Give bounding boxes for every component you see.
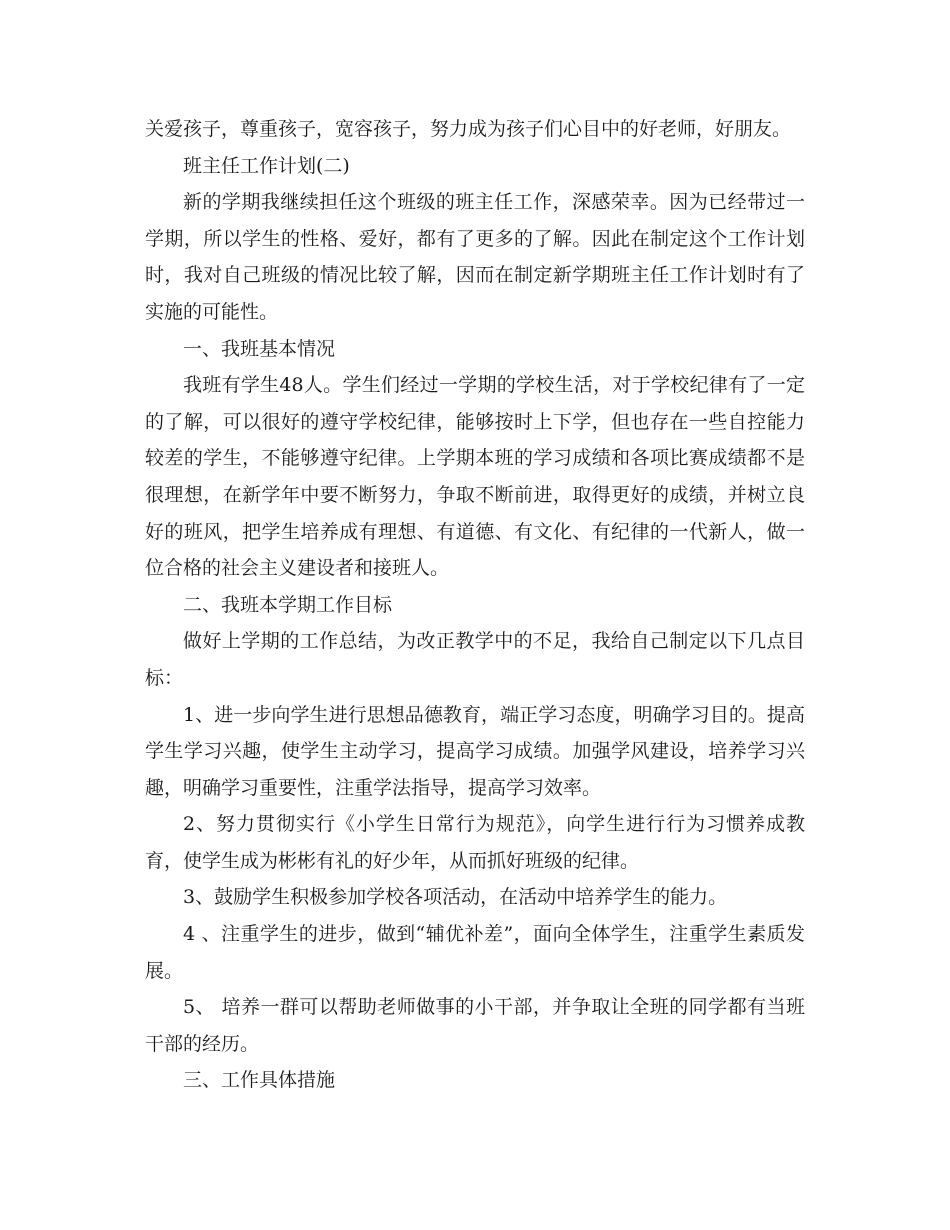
goal-item-2: 2、努力贯彻实行《小学生日常行为规范》，向学生进行行为习惯养成教育，使学生成为彬彬有礼的好少年，从而抓好班级的纪律。 — [145, 813, 805, 872]
section-title: 班主任工作计划(二) — [183, 154, 350, 177]
heading-work-goals: 二、我班本学期工作目标 — [183, 593, 393, 616]
heading-specific-measures: 三、工作具体措施 — [183, 1069, 336, 1092]
paragraph-goals-intro: 做好上学期的工作总结，为改正教学中的不足，我给自己制定以下几点目标： — [145, 630, 805, 689]
document-body — [145, 111, 805, 1099]
paragraph-closing-line: 关爱孩子，尊重孩子，宽容孩子，努力成为孩子们心目中的好老师，好朋友。 — [145, 118, 792, 140]
goal-item-4: 4 、注重学生的进步，做到“辅优补差”，面向全体学生，注重学生素质发展。 — [145, 923, 805, 982]
paragraph-basic-situation: 我班有学生48人。学生们经过一学期的学校生活，对于学校纪律有了一定的了解，可以很好的遵守学校纪律，能够按时上下学，但也存在一些自控能力较差的学生，不能够遵守纪律。上学期本班的学习成绩和各项比赛成绩都不是很理想，在新学年中要不断努力，争取不断前进，取得更好的成绩，并树立良好的班风，把学生培养成有理想、有道德、有文化、有纪律的一代新人，做一位合格的社会主义建设者和接班人。 — [145, 374, 805, 580]
goal-item-5: 5、 培养一群可以帮助老师做事的小干部，并争取让全班的同学都有当班干部的经历。 — [145, 996, 805, 1055]
heading-basic-situation: 一、我班基本情况 — [183, 337, 336, 360]
paragraph-intro: 新的学期我继续担任这个班级的班主任工作，深感荣幸。因为已经带过一学期，所以学生的性格、爱好，都有了更多的了解。因此在制定这个工作计划时，我对自己班级的情况比较了解，因而在制定新学期班主任工作计划时有了实施的可能性。 — [145, 191, 805, 323]
goal-item-1: 1、进一步向学生进行思想品德教育，端正学习态度，明确学习目的。提高学生学习兴趣，使学生主动学习，提高学习成绩。加强学风建设，培养学习兴趣，明确学习重要性，注重学法指导，提高学习效率。 — [145, 703, 805, 799]
goal-item-3: 3、鼓励学生积极参加学校各项活动，在活动中培养学生的能力。 — [183, 886, 728, 909]
